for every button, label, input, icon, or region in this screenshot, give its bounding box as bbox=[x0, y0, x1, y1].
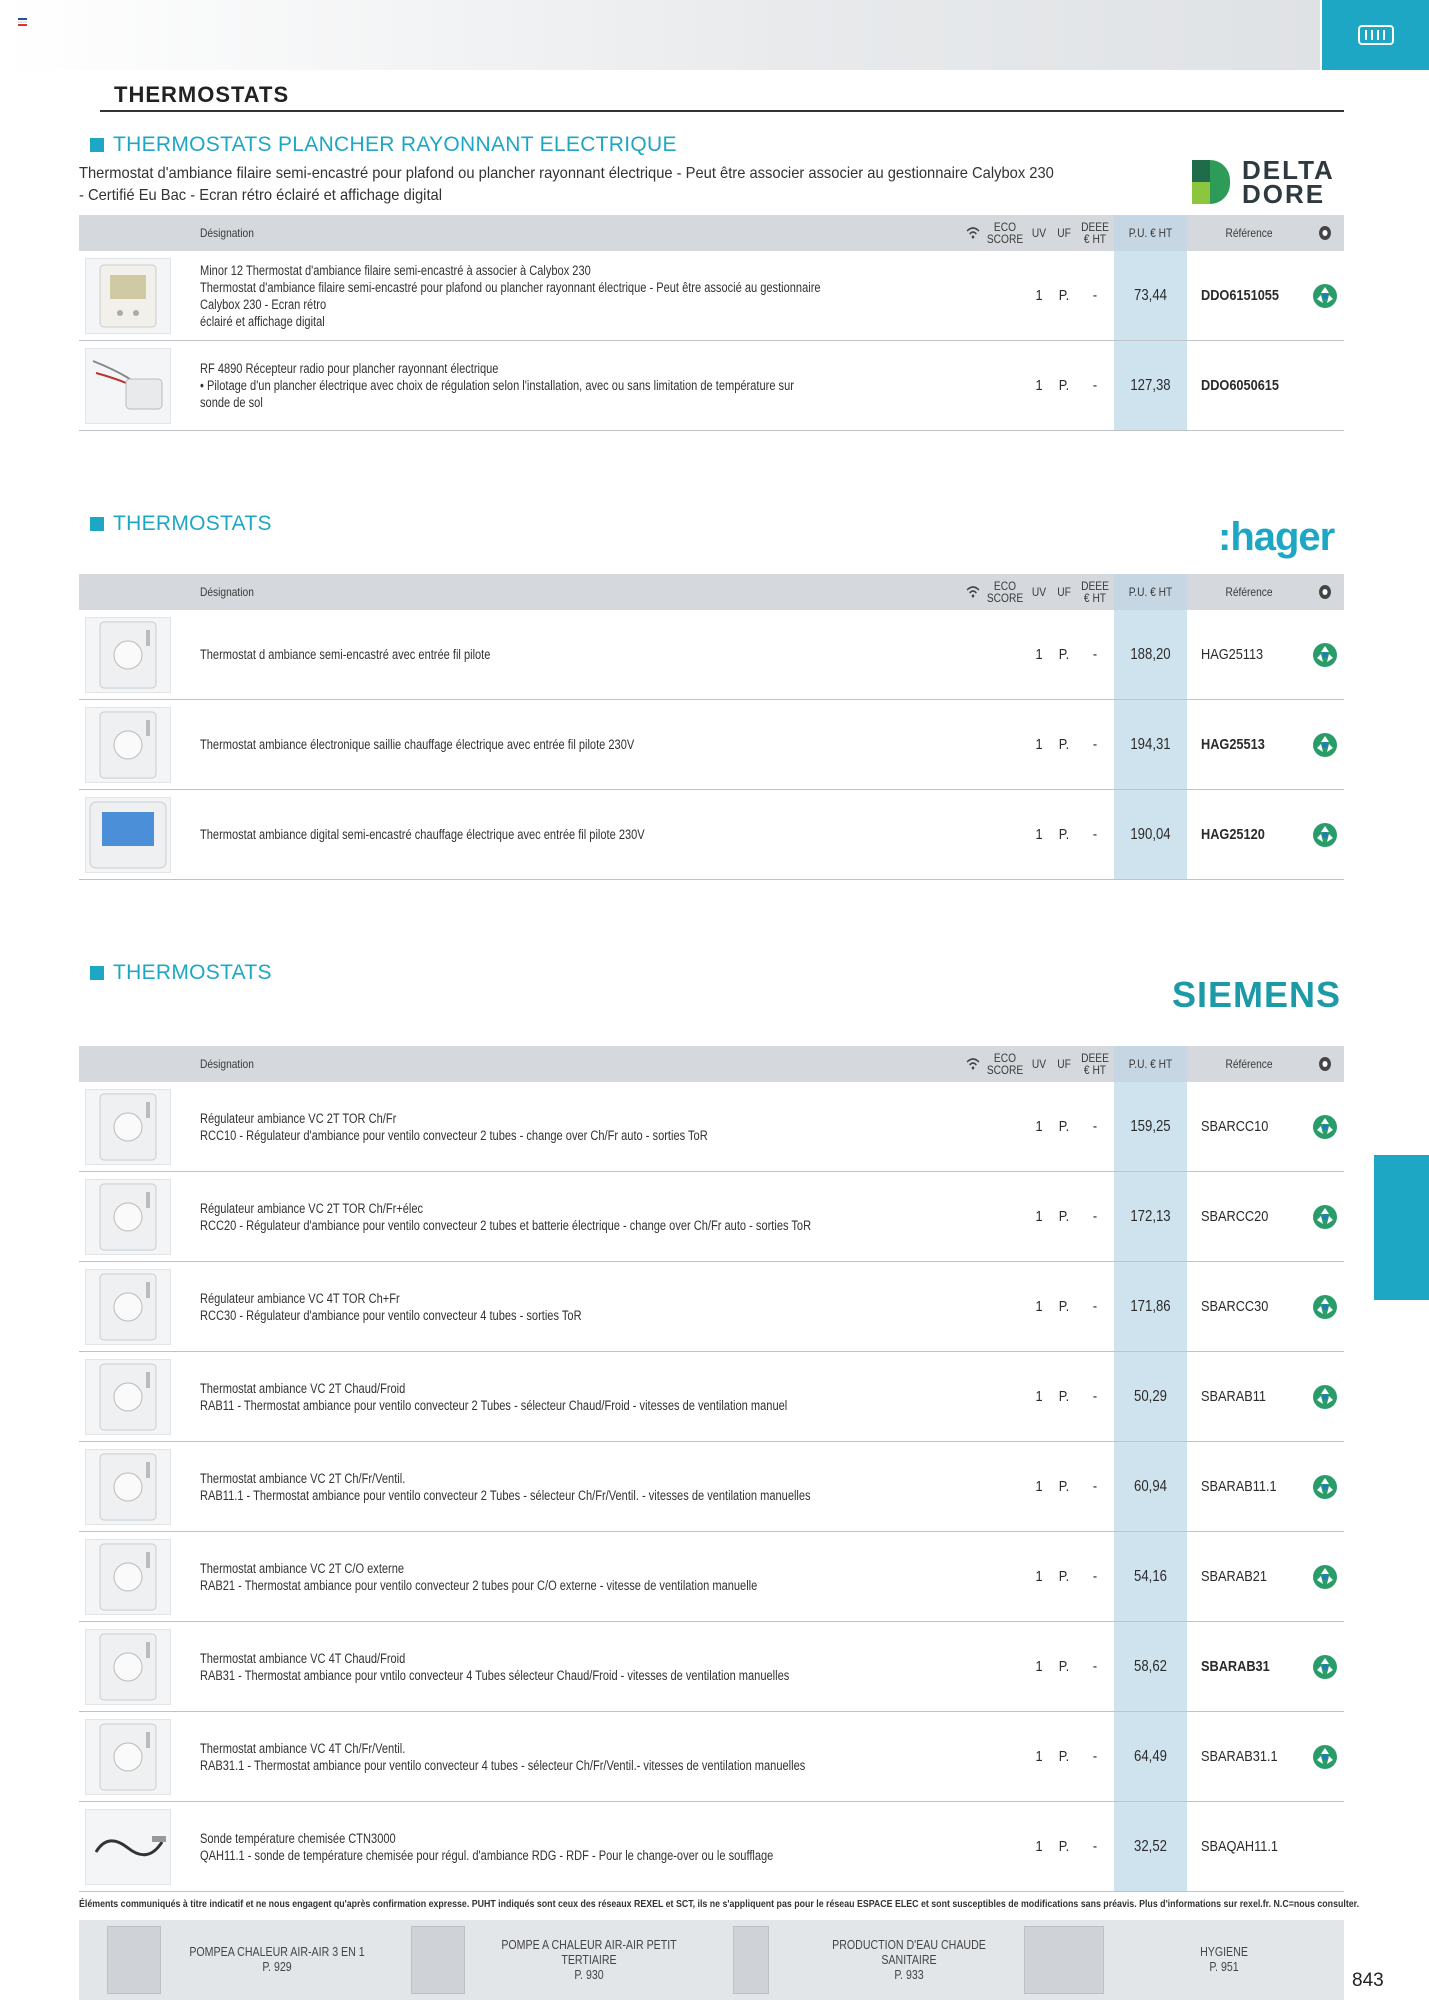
cell-deee: - bbox=[1092, 1838, 1098, 1855]
product-image bbox=[85, 1089, 171, 1165]
cell-uf: P. bbox=[1058, 646, 1070, 663]
col-reference: Référence bbox=[1225, 1057, 1273, 1071]
cell-reference: SBARCC30 bbox=[1201, 1298, 1269, 1315]
eco-recycle-icon bbox=[1312, 822, 1338, 848]
col-deee: DEEE € HT bbox=[1081, 579, 1109, 605]
cell-deee: - bbox=[1092, 1118, 1098, 1135]
cell-uv: 1 bbox=[1035, 1388, 1043, 1405]
page-title: THERMOSTATS bbox=[114, 82, 290, 107]
eco-recycle-icon bbox=[1312, 1294, 1338, 1320]
cell-uv: 1 bbox=[1035, 1478, 1043, 1495]
product-table-hager bbox=[79, 574, 1344, 880]
cell-deee: - bbox=[1092, 1208, 1098, 1225]
eco-icon-cell bbox=[1311, 790, 1339, 879]
eco-icon-cell bbox=[1311, 1352, 1339, 1441]
cell-deee: - bbox=[1092, 1658, 1098, 1675]
thermostat-dial-icon bbox=[98, 1362, 158, 1432]
page-number: 843 bbox=[1352, 1970, 1384, 1991]
eco-recycle-icon bbox=[1312, 1744, 1338, 1770]
cell-price: 194,31 bbox=[1130, 735, 1171, 753]
cell-price: 127,38 bbox=[1130, 376, 1171, 394]
eco-icon-cell bbox=[1311, 1442, 1339, 1531]
product-designation: Thermostat ambiance VC 2T C/O externe RAB21 - Thermostat ambiance pour ventilo convecteur 2 tubes pour C/O externe - vitesse de ventilation manuelle bbox=[200, 1560, 758, 1593]
section-title-3: THERMOSTATS bbox=[90, 961, 272, 985]
col-price: P.U. € HT bbox=[1128, 585, 1173, 599]
table-header bbox=[79, 1046, 1344, 1082]
col-uf: UF bbox=[1057, 1057, 1071, 1071]
section-description: Thermostat d'ambiance filaire semi-encastré pour plafond ou plancher rayonnant électrique - Peut être associer associer au gestionnaire Calybox 230 - Certifié Eu Bac - Ecran rétro éclairé et affichage digital bbox=[79, 165, 1054, 204]
cell-uv: 1 bbox=[1035, 826, 1043, 843]
cell-uf: P. bbox=[1058, 1748, 1070, 1765]
cell-uv: 1 bbox=[1035, 1838, 1043, 1855]
col-uf: UF bbox=[1057, 585, 1071, 599]
product-designation: Thermostat ambiance digital semi-encastré chauffage électrique avec entrée fil pilote 230V bbox=[200, 827, 645, 842]
cell-price: 32,52 bbox=[1134, 1837, 1167, 1855]
product-table-delta-dore bbox=[79, 215, 1344, 431]
col-uv: UV bbox=[1031, 226, 1047, 240]
wifi-icon bbox=[965, 574, 982, 610]
product-image bbox=[85, 1179, 171, 1255]
col-designation: Désignation bbox=[200, 585, 254, 599]
title-divider bbox=[100, 110, 1344, 112]
cell-uf: P. bbox=[1058, 1478, 1070, 1495]
product-designation: Régulateur ambiance VC 4T TOR Ch+Fr RCC30 - Régulateur d'ambiance pour ventilo convecteur 4 tubes - sorties ToR bbox=[200, 1290, 582, 1323]
product-thumbnail bbox=[107, 1926, 161, 1994]
table-row[interactable] bbox=[79, 1532, 1344, 1622]
cell-price: 64,49 bbox=[1134, 1747, 1167, 1765]
product-designation: Thermostat ambiance VC 2T Chaud/Froid RAB11 - Thermostat ambiance pour ventilo convecteur 2 Tubes - sélecteur Chaud/Froid - vitesses de ventilation manuel bbox=[200, 1380, 788, 1413]
cell-uf: P. bbox=[1058, 1298, 1070, 1315]
related-link-2[interactable]: POMPE A CHALEUR AIR-AIR PETIT TERTIAIRE P. 930 bbox=[399, 1920, 719, 2000]
section-marker bbox=[90, 517, 104, 531]
eco-recycle-icon bbox=[1312, 1384, 1338, 1410]
cell-uv: 1 bbox=[1035, 736, 1043, 753]
cell-uf: P. bbox=[1058, 736, 1070, 753]
eco-recycle-icon bbox=[1312, 1114, 1338, 1140]
table-row[interactable] bbox=[79, 1622, 1344, 1712]
cell-deee: - bbox=[1092, 1388, 1098, 1405]
cell-uv: 1 bbox=[1035, 1568, 1043, 1585]
product-thumbnail bbox=[733, 1926, 769, 1994]
product-designation: Thermostat d ambiance semi-encastré avec entrée fil pilote bbox=[200, 647, 491, 662]
product-designation: Régulateur ambiance VC 2T TOR Ch/Fr+élec RCC20 - Régulateur d'ambiance pour ventilo convecteur 2 tubes et batterie électrique - change over Ch/Fr auto - sorties ToR bbox=[200, 1200, 812, 1233]
eco-icon-cell bbox=[1311, 1262, 1339, 1351]
cell-price: 58,62 bbox=[1134, 1657, 1167, 1675]
table-row[interactable] bbox=[79, 1172, 1344, 1262]
sensor-probe-icon bbox=[88, 1812, 168, 1882]
cell-deee: - bbox=[1092, 377, 1098, 394]
cell-uv: 1 bbox=[1035, 287, 1043, 304]
thermostat-dial-icon bbox=[98, 1092, 158, 1162]
table-row[interactable] bbox=[79, 1352, 1344, 1442]
cell-reference: SBARAB11 bbox=[1201, 1388, 1266, 1405]
cell-uf: P. bbox=[1058, 377, 1070, 394]
eco-recycle-icon bbox=[1312, 1474, 1338, 1500]
delta-dore-mark-icon bbox=[1192, 160, 1230, 204]
product-image bbox=[85, 1809, 171, 1885]
related-link-1[interactable]: POMPEA CHALEUR AIR-AIR 3 EN 1 P. 929 bbox=[79, 1920, 399, 2000]
cell-deee: - bbox=[1092, 1478, 1098, 1495]
cell-reference: SBAQAH11.1 bbox=[1201, 1838, 1279, 1855]
cell-uf: P. bbox=[1058, 1838, 1070, 1855]
cell-deee: - bbox=[1092, 287, 1098, 304]
cell-uv: 1 bbox=[1035, 1298, 1043, 1315]
table-row[interactable] bbox=[79, 700, 1344, 790]
cell-uv: 1 bbox=[1035, 646, 1043, 663]
col-uf: UF bbox=[1057, 226, 1071, 240]
cell-reference: HAG25120 bbox=[1201, 826, 1265, 843]
cell-price: 50,29 bbox=[1134, 1387, 1167, 1405]
product-image bbox=[85, 707, 171, 783]
table-row[interactable] bbox=[79, 610, 1344, 700]
cell-deee: - bbox=[1092, 736, 1098, 753]
product-image bbox=[85, 797, 171, 873]
col-deee: DEEE € HT bbox=[1081, 1051, 1109, 1077]
product-designation: Thermostat ambiance électronique saillie chauffage électrique avec entrée fil pilote 230V bbox=[200, 737, 635, 752]
section-title-2: THERMOSTATS bbox=[90, 512, 272, 536]
product-designation: Minor 12 Thermostat d'ambiance filaire semi-encastré à associer à Calybox 230 Thermostat d'ambiance filaire semi-encastré pour plafond ou plancher rayonnant électrique - Peut être associé au gestionnaire Calybox 230 - Ecran rétro éclairé et affichage digital bbox=[200, 262, 821, 329]
section-title-1: THERMOSTATS PLANCHER RAYONNANT ELECTRIQUE bbox=[90, 133, 677, 157]
cell-reference: SBARAB31 bbox=[1201, 1658, 1270, 1675]
col-reference: Référence bbox=[1225, 226, 1273, 240]
section-marker bbox=[90, 138, 104, 152]
col-eco-score: ECO SCORE bbox=[986, 579, 1024, 605]
cell-price: 60,94 bbox=[1134, 1477, 1167, 1495]
eco-icon-cell bbox=[1311, 1172, 1339, 1261]
cell-uf: P. bbox=[1058, 1568, 1070, 1585]
eco-recycle-icon bbox=[1312, 1204, 1338, 1230]
col-reference: Référence bbox=[1225, 585, 1273, 599]
cell-uf: P. bbox=[1058, 1118, 1070, 1135]
product-designation: Régulateur ambiance VC 2T TOR Ch/Fr RCC10 - Régulateur d'ambiance pour ventilo convecteur 2 tubes - change over Ch/Fr auto - sorties ToR bbox=[200, 1110, 708, 1143]
product-image bbox=[85, 348, 171, 424]
col-eco-score: ECO SCORE bbox=[986, 220, 1024, 246]
cell-deee: - bbox=[1092, 1748, 1098, 1765]
table-row[interactable] bbox=[79, 341, 1344, 431]
eco-recycle-icon bbox=[1312, 1654, 1338, 1680]
table-row[interactable] bbox=[79, 251, 1344, 341]
related-link-3[interactable]: PRODUCTION D'EAU CHAUDE SANITAIRE P. 933 bbox=[719, 1920, 1039, 2000]
product-designation: Sonde température chemisée CTN3000 QAH11.1 - sonde de température chemisée pour régul. d'ambiance RDG - RDF - Pour le change-over ou le soufflage bbox=[200, 1830, 774, 1863]
col-designation: Désignation bbox=[200, 226, 254, 240]
cell-deee: - bbox=[1092, 1568, 1098, 1585]
eco-header-icon bbox=[1313, 574, 1337, 610]
eco-icon-cell bbox=[1311, 1082, 1339, 1171]
cell-price: 190,04 bbox=[1130, 825, 1171, 843]
col-uv: UV bbox=[1031, 585, 1047, 599]
cell-reference: SBARCC20 bbox=[1201, 1208, 1269, 1225]
section-marker bbox=[90, 966, 104, 980]
cell-price: 159,25 bbox=[1130, 1117, 1171, 1135]
eco-icon-cell bbox=[1311, 251, 1339, 340]
col-uv: UV bbox=[1031, 1057, 1047, 1071]
eco-recycle-icon bbox=[1312, 732, 1338, 758]
cell-reference: SBARAB21 bbox=[1201, 1568, 1267, 1585]
cell-deee: - bbox=[1092, 1298, 1098, 1315]
related-pages-band bbox=[79, 1920, 1344, 2000]
thermostat-dial-icon bbox=[98, 1542, 158, 1612]
product-image bbox=[85, 1539, 171, 1615]
cell-uv: 1 bbox=[1035, 1658, 1043, 1675]
wifi-icon bbox=[965, 1046, 982, 1082]
cell-reference: DDO6151055 bbox=[1201, 287, 1279, 304]
product-designation: Thermostat ambiance VC 2T Ch/Fr/Ventil. RAB11.1 - Thermostat ambiance pour ventilo convecteur 2 Tubes - sélecteur Ch/Fr/Ventil. - vitesses de ventilation manuelles bbox=[200, 1470, 811, 1503]
flag-icon bbox=[18, 18, 27, 25]
product-table-siemens bbox=[79, 1046, 1344, 1892]
thermostat-dial-icon bbox=[98, 620, 158, 690]
eco-icon-cell bbox=[1311, 1712, 1339, 1801]
cell-uf: P. bbox=[1058, 1388, 1070, 1405]
eco-icon-cell bbox=[1311, 1532, 1339, 1621]
table-row[interactable] bbox=[79, 1712, 1344, 1802]
table-header bbox=[79, 574, 1344, 610]
cell-price: 171,86 bbox=[1130, 1297, 1171, 1315]
related-link-4[interactable]: HYGIENE P. 951 bbox=[1024, 1920, 1344, 2000]
eco-recycle-icon bbox=[1312, 283, 1338, 309]
product-image bbox=[85, 258, 171, 334]
cell-uv: 1 bbox=[1035, 1118, 1043, 1135]
cell-reference: HAG25113 bbox=[1201, 646, 1264, 663]
cell-deee: - bbox=[1092, 826, 1098, 843]
cell-reference: SBARAB31.1 bbox=[1201, 1748, 1278, 1765]
thermostat-dial-icon bbox=[98, 1452, 158, 1522]
eco-header-icon bbox=[1313, 215, 1337, 251]
cell-reference: DDO6050615 bbox=[1201, 377, 1279, 394]
radiator-icon bbox=[1357, 22, 1395, 48]
eco-recycle-icon bbox=[1312, 642, 1338, 668]
cell-reference: SBARAB11.1 bbox=[1201, 1478, 1277, 1495]
cell-uv: 1 bbox=[1035, 1748, 1043, 1765]
cell-price: 188,20 bbox=[1130, 645, 1171, 663]
product-image bbox=[85, 1359, 171, 1435]
cell-reference: SBARCC10 bbox=[1201, 1118, 1269, 1135]
brand-logo-siemens: SIEMENS bbox=[1172, 974, 1342, 1015]
cell-uf: P. bbox=[1058, 826, 1070, 843]
product-image bbox=[85, 1629, 171, 1705]
col-deee: DEEE € HT bbox=[1081, 220, 1109, 246]
col-eco-score: ECO SCORE bbox=[986, 1051, 1024, 1077]
product-image bbox=[85, 617, 171, 693]
table-row[interactable] bbox=[79, 1802, 1344, 1892]
thermostat-digital-icon bbox=[98, 263, 158, 329]
thermostat-dial-icon bbox=[98, 1722, 158, 1792]
product-designation: Thermostat ambiance VC 4T Ch/Fr/Ventil. RAB31.1 - Thermostat ambiance pour ventilo convecteur 4 tubes - sélecteur Ch/Fr/Ventil.- vitesses de ventilation manuelles bbox=[200, 1740, 806, 1773]
cell-price: 54,16 bbox=[1134, 1567, 1167, 1585]
brand-logo-delta-dore: DELTA DORE bbox=[1192, 158, 1335, 206]
cell-price: 172,13 bbox=[1130, 1207, 1171, 1225]
cell-reference: HAG25513 bbox=[1201, 736, 1265, 753]
table-row[interactable] bbox=[79, 1442, 1344, 1532]
eco-icon-cell bbox=[1311, 1622, 1339, 1711]
cell-uf: P. bbox=[1058, 1208, 1070, 1225]
thermostat-dial-icon bbox=[98, 1182, 158, 1252]
eco-recycle-icon bbox=[1312, 1564, 1338, 1590]
product-image bbox=[85, 1449, 171, 1525]
thermostat-dial-icon bbox=[98, 1632, 158, 1702]
table-header bbox=[79, 215, 1344, 251]
product-image bbox=[85, 1719, 171, 1795]
col-price: P.U. € HT bbox=[1128, 226, 1173, 240]
top-banner bbox=[0, 0, 1320, 70]
thermostat-dial-icon bbox=[98, 1272, 158, 1342]
table-row[interactable] bbox=[79, 1262, 1344, 1352]
legal-footnote: Éléments communiqués à titre indicatif et ne nous engagent qu'après confirmation expresse. PUHT indiqués sont ceux des réseaux REXEL et SCT, ils ne s'appliquent pas pour le réseau ESPACE ELEC et sont susceptibles de modifications sans préavis. Plus d'informations sur rexel.fr. N.C=nous consulter. bbox=[79, 1898, 1360, 1910]
cell-uv: 1 bbox=[1035, 1208, 1043, 1225]
col-designation: Désignation bbox=[200, 1057, 254, 1071]
product-image bbox=[85, 1269, 171, 1345]
col-price: P.U. € HT bbox=[1128, 1057, 1173, 1071]
thermostat-dial-icon bbox=[98, 710, 158, 780]
product-thumbnail bbox=[411, 1926, 465, 1994]
receiver-module-icon bbox=[88, 351, 168, 421]
thermostat-lcd-icon bbox=[88, 800, 168, 870]
chapter-tab[interactable] bbox=[1322, 0, 1429, 70]
table-row[interactable] bbox=[79, 790, 1344, 880]
product-thumbnail bbox=[1024, 1926, 1104, 1994]
wifi-icon bbox=[965, 215, 982, 251]
side-chapter-tab[interactable] bbox=[1374, 1155, 1429, 1300]
product-designation: Thermostat ambiance VC 4T Chaud/Froid RAB31 - Thermostat ambiance pour vntilo convecteur 4 Tubes sélecteur Chaud/Froid - vitesses de ventilation manuelles bbox=[200, 1650, 790, 1683]
cell-uf: P. bbox=[1058, 1658, 1070, 1675]
cell-deee: - bbox=[1092, 646, 1098, 663]
cell-uf: P. bbox=[1058, 287, 1070, 304]
table-row[interactable] bbox=[79, 1082, 1344, 1172]
product-designation: RF 4890 Récepteur radio pour plancher rayonnant électrique • Pilotage d'un plancher électrique avec choix de régulation selon l'installation, avec ou sans limitation de température sur sonde de sol bbox=[200, 361, 794, 410]
eco-header-icon bbox=[1313, 1046, 1337, 1082]
cell-uv: 1 bbox=[1035, 377, 1043, 394]
cell-price: 73,44 bbox=[1134, 286, 1167, 304]
eco-icon-cell bbox=[1311, 700, 1339, 789]
eco-icon-cell bbox=[1311, 610, 1339, 699]
brand-logo-hager: :hager bbox=[1218, 515, 1335, 559]
